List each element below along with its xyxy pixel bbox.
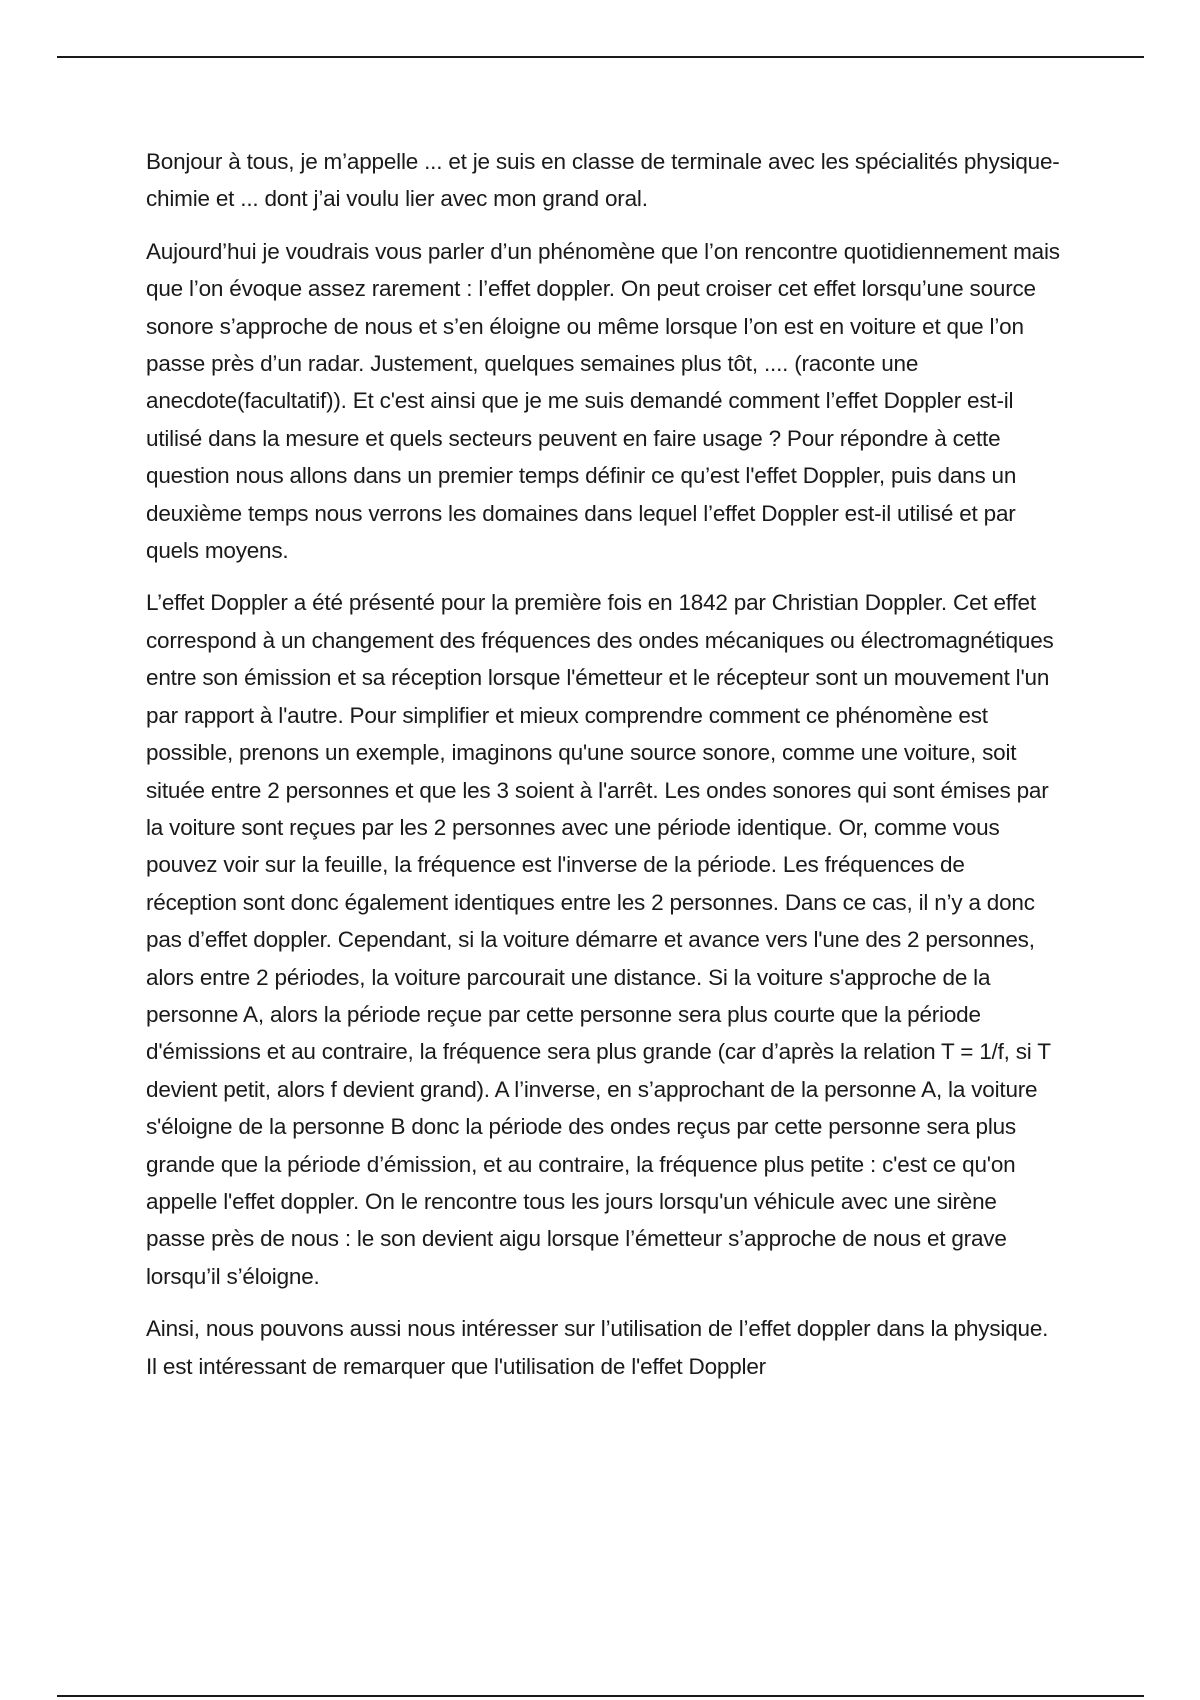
bottom-rule [57, 1695, 1144, 1697]
document-body [146, 143, 1061, 1400]
paragraph-introduction: Bonjour à tous, je m’appelle ... et je suis en classe de terminale avec les spécialités physique-chimie et ... dont j’ai voulu lier avec mon grand oral. [146, 149, 1060, 212]
paragraph-utilisation: Ainsi, nous pouvons aussi nous intéresser sur l’utilisation de l’effet doppler dans la physique. Il est intéressant de remarquer que l'utilisation de l'effet Doppler [146, 1316, 1049, 1379]
top-rule [57, 56, 1144, 58]
paragraph-problematique: Aujourd’hui je voudrais vous parler d’un phénomène que l’on rencontre quotidiennement mais que l’on évoque assez rarement : l’effet doppler. On peut croiser cet effet lorsqu’une source sonore s’approche de nous et s’en éloigne ou même lorsque l’on est en voiture et que l’on passe près d’un radar. Justement, quelques semaines plus tôt, .... (raconte une anecdote(facultatif)). Et c'est ainsi que je me suis demandé comment l’effet Doppler est-il utilisé dans la mesure et quels secteurs peuvent en faire usage ? Pour répondre à cette question nous allons dans un premier temps définir ce qu’est l'effet Doppler, puis dans un deuxième temps nous verrons les domaines dans lequel l’effet Doppler est-il utilisé et par quels moyens. [146, 238, 1060, 564]
paragraph-definition: L’effet Doppler a été présenté pour la première fois en 1842 par Christian Doppler. Cet effet correspond à un changement des fréquences des ondes mécaniques ou électromagnétiques entre son émission et sa réception lorsque l'émetteur et le récepteur sont un mouvement l'un par rapport à l'autre. Pour simplifier et mieux comprendre comment ce phénomène est possible, prenons un exemple, imaginons qu'une source sonore, comme une voiture, soit située entre 2 personnes et que les 3 soient à l'arrêt. Les ondes sonores qui sont émises par la voiture sont reçues par les 2 personnes avec une période identique. Or, comme vous pouvez voir sur la feuille, la fréquence est l'inverse de la période. Les fréquences de réception sont donc également identiques entre les 2 personnes. Dans ce cas, il n’y a donc pas d’effet doppler. Cependant, si la voiture démarre et avance vers l'une des 2 personnes, alors entre 2 périodes, la voiture parcourait une distance. Si la voiture s'approche de la personne A, alors la période reçue par cette personne sera plus courte que la période d'émissions et au contraire, la fréquence sera plus grande (car d’après la relation T = 1/f, si T devient petit, alors f devient grand). A l’inverse, en s’approchant de la personne A, la voiture s'éloigne de la personne B donc la période des ondes reçus par cette personne sera plus grande que la période d’émission, et au contraire, la fréquence plus petite : c'est ce qu'on appelle l'effet doppler. On le rencontre tous les jours lorsqu'un véhicule avec une sirène passe près de nous : le son devient aigu lorsque l’émetteur s’approche de nous et grave lorsqu’il s’éloigne. [146, 590, 1054, 1289]
